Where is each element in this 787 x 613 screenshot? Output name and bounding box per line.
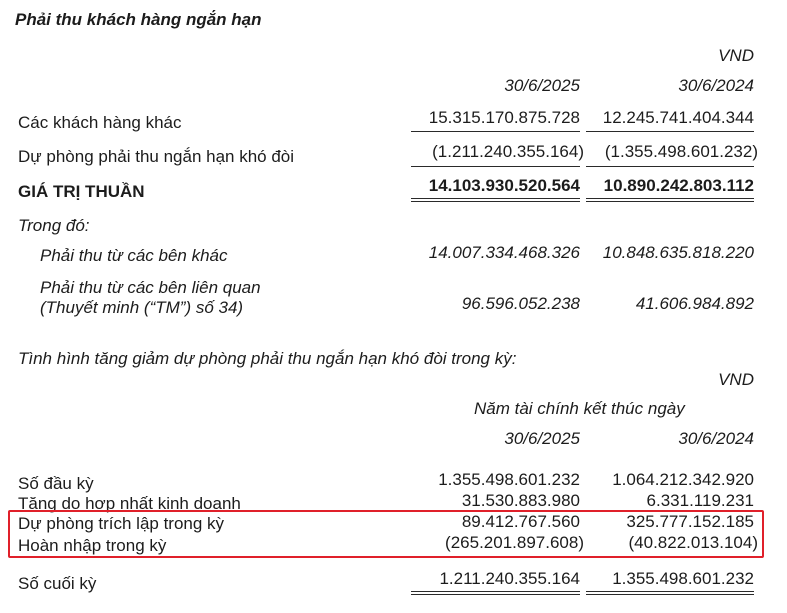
double-underline [586, 591, 754, 592]
row-value-2025: 14.103.930.520.564 [428, 176, 580, 195]
row-value-2024: 1.064.212.342.920 [612, 470, 754, 489]
currency-label: VND [718, 46, 754, 65]
row-value-2025: (265.201.897.608) [445, 533, 584, 552]
double-underline [411, 198, 580, 199]
row-value-2025: 31.530.883.980 [461, 491, 580, 510]
row-value-2024: 10.890.242.803.112 [603, 176, 754, 195]
underline [411, 166, 580, 167]
column-header-2024: 30/6/2024 [678, 76, 754, 95]
underline [411, 131, 580, 132]
double-underline [411, 591, 580, 592]
column-header-2025: 30/6/2025 [504, 76, 580, 95]
highlight-box [8, 510, 764, 558]
double-underline [411, 594, 580, 595]
double-underline [411, 201, 580, 202]
row-value-2024: 6.331.119.231 [646, 491, 754, 510]
row-label-reversal: Hoàn nhập trong kỳ [18, 536, 167, 555]
section-title: Phải thu khách hàng ngắn hạn [15, 10, 262, 29]
row-label-provision-made: Dự phòng trích lập trong kỳ [18, 514, 225, 533]
double-underline [586, 201, 754, 202]
column-header-2024: 30/6/2024 [678, 429, 754, 448]
currency-label: VND [718, 370, 754, 389]
subrow-label-note-ref: (Thuyết minh (“TM”) số 34) [40, 298, 244, 317]
row-value-2024: (1.355.498.601.232) [604, 142, 758, 161]
subrow-label-other-parties: Phải thu từ các bên khác [40, 246, 228, 265]
row-value-2024: (40.822.013.104) [628, 533, 758, 552]
subrow-value-2025: 96.596.052.238 [461, 294, 580, 313]
row-value-2024: 1.355.498.601.232 [612, 569, 754, 588]
row-value-2025: 1.211.240.355.164 [439, 569, 580, 588]
subrow-label-related-parties: Phải thu từ các bên liên quan [40, 278, 261, 297]
subrow-value-2024: 10.848.635.818.220 [602, 243, 754, 262]
double-underline [586, 198, 754, 199]
period-label: Năm tài chính kết thúc ngày [474, 399, 685, 418]
row-value-2024: 325.777.152.185 [626, 512, 754, 531]
double-underline [586, 594, 754, 595]
subrow-value-2025: 14.007.334.468.326 [428, 243, 580, 262]
row-value-2025: 15.315.170.875.728 [428, 108, 580, 127]
row-value-2024: 12.245.741.404.344 [602, 108, 754, 127]
row-label-other-customers: Các khách hàng khác [18, 113, 182, 132]
underline [586, 131, 754, 132]
underline [586, 166, 754, 167]
subrow-value-2024: 41.606.984.892 [635, 294, 754, 313]
row-label-closing: Số cuối kỳ [18, 574, 97, 593]
row-label-opening: Số đầu kỳ [18, 474, 94, 493]
movement-heading: Tình hình tăng giảm dự phòng phải thu ngắn hạn khó đòi trong kỳ: [18, 349, 517, 368]
row-label-provision: Dự phòng phải thu ngắn hạn khó đòi [18, 147, 295, 166]
of-which-label: Trong đó: [18, 216, 90, 235]
row-value-2025: (1.211.240.355.164) [432, 142, 584, 161]
row-value-2025: 1.355.498.601.232 [438, 470, 580, 489]
row-label-business-combination: Tăng do hợp nhất kinh doanh [18, 494, 241, 513]
row-value-2025: 89.412.767.560 [461, 512, 580, 531]
column-header-2025: 30/6/2025 [504, 429, 580, 448]
row-label-net-value: GIÁ TRỊ THUẦN [18, 182, 145, 201]
